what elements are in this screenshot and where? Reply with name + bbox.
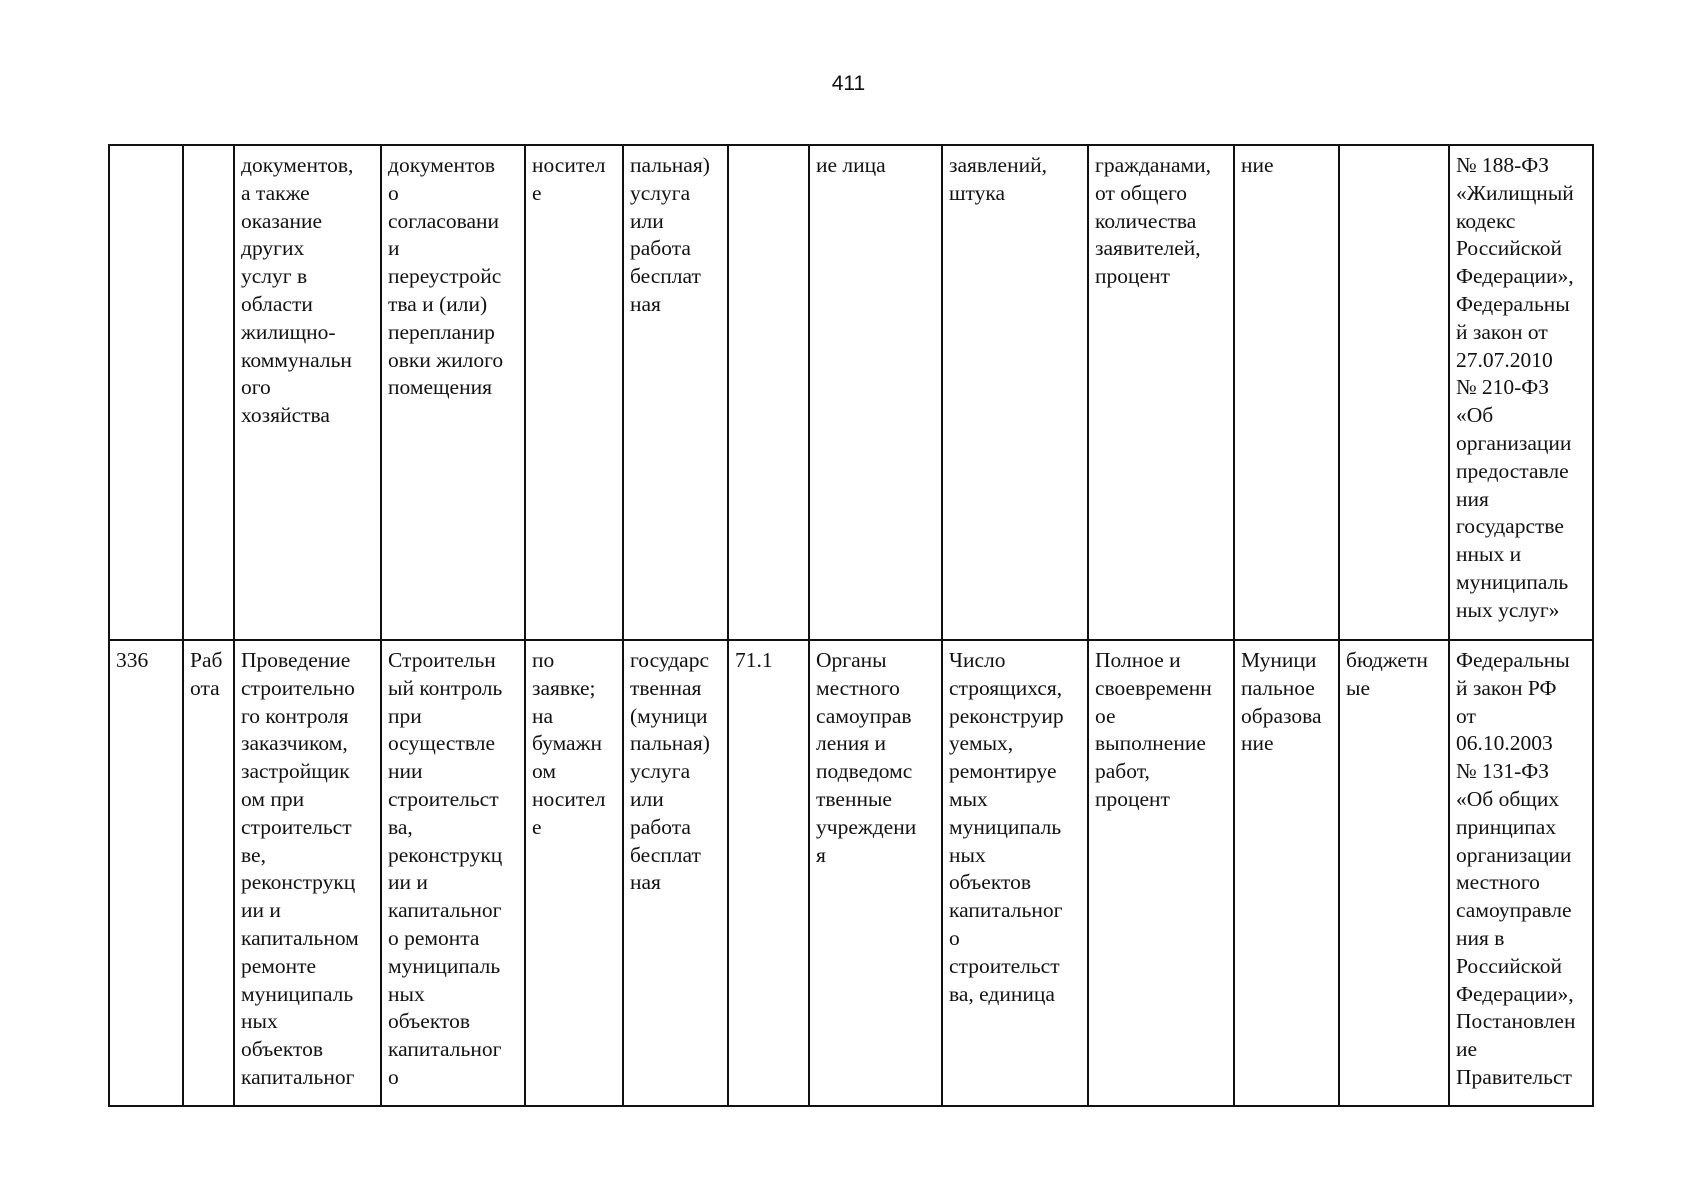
cell-volume-indicator: Число строящихся, реконструир уемых, ремонтируе мых муниципаль ных объектов капитальног о строительст ва, единица bbox=[942, 640, 1088, 1106]
registry-table bbox=[108, 144, 1594, 1107]
cell-code bbox=[728, 145, 809, 640]
cell-volume-indicator: заявлений, штука bbox=[942, 145, 1088, 640]
page-number: 411 bbox=[831, 72, 866, 95]
cell-type bbox=[183, 145, 234, 640]
cell-legal-basis: № 188-ФЗ «Жилищный кодекс Российской Федерации», Федеральны й закон от 27.07.2010 № 210-ФЗ «Об организации предоставле ния государстве нных и муниципаль ных услуг» bbox=[1449, 145, 1593, 640]
cell-paid-status: пальная) услуга или работа бесплат ная bbox=[623, 145, 728, 640]
cell-service-name: документов, а также оказание других услуг в области жилищно- коммунальн ого хозяйства bbox=[234, 145, 381, 640]
cell-provider: Органы местного самоуправ ления и подведомс твенные учреждени я bbox=[809, 640, 942, 1106]
cell-budget bbox=[1339, 145, 1449, 640]
cell-type: Раб ота bbox=[183, 640, 234, 1106]
cell-founder: ние bbox=[1234, 145, 1339, 640]
table-row bbox=[109, 145, 1593, 640]
cell-content: документов о согласовани и переустройс тва и (или) перепланир овки жилого помещения bbox=[381, 145, 525, 640]
cell-quality-indicator: Полное и своевременн ое выполнение работ, процент bbox=[1088, 640, 1234, 1106]
cell-form: по заявке; на бумажн ом носител е bbox=[525, 640, 623, 1106]
cell-paid-status: государс твенная (муници пальная) услуга или работа бесплат ная bbox=[623, 640, 728, 1106]
cell-code: 71.1 bbox=[728, 640, 809, 1106]
cell-budget: бюджетн ые bbox=[1339, 640, 1449, 1106]
cell-service-name: Проведение строительно го контроля заказчиком, застройщик ом при строительст ве, реконструкц ии и капитальном ремонте муниципаль ных объектов капитальног bbox=[234, 640, 381, 1106]
table-row bbox=[109, 640, 1593, 1106]
cell-founder: Муници пальное образова ние bbox=[1234, 640, 1339, 1106]
cell-form: носител е bbox=[525, 145, 623, 640]
cell-quality-indicator: гражданами, от общего количества заявителей, процент bbox=[1088, 145, 1234, 640]
cell-number: 336 bbox=[109, 640, 183, 1106]
cell-legal-basis: Федеральны й закон РФ от 06.10.2003 № 131-ФЗ «Об общих принципах организации местного самоуправле ния в Российской Федерации», Постановлен ие Правительст bbox=[1449, 640, 1593, 1106]
cell-number bbox=[109, 145, 183, 640]
cell-provider: ие лица bbox=[809, 145, 942, 640]
cell-content: Строительн ый контроль при осуществле нии строительст ва, реконструкц ии и капитальног о ремонта муниципаль ных объектов капитальног о bbox=[381, 640, 525, 1106]
